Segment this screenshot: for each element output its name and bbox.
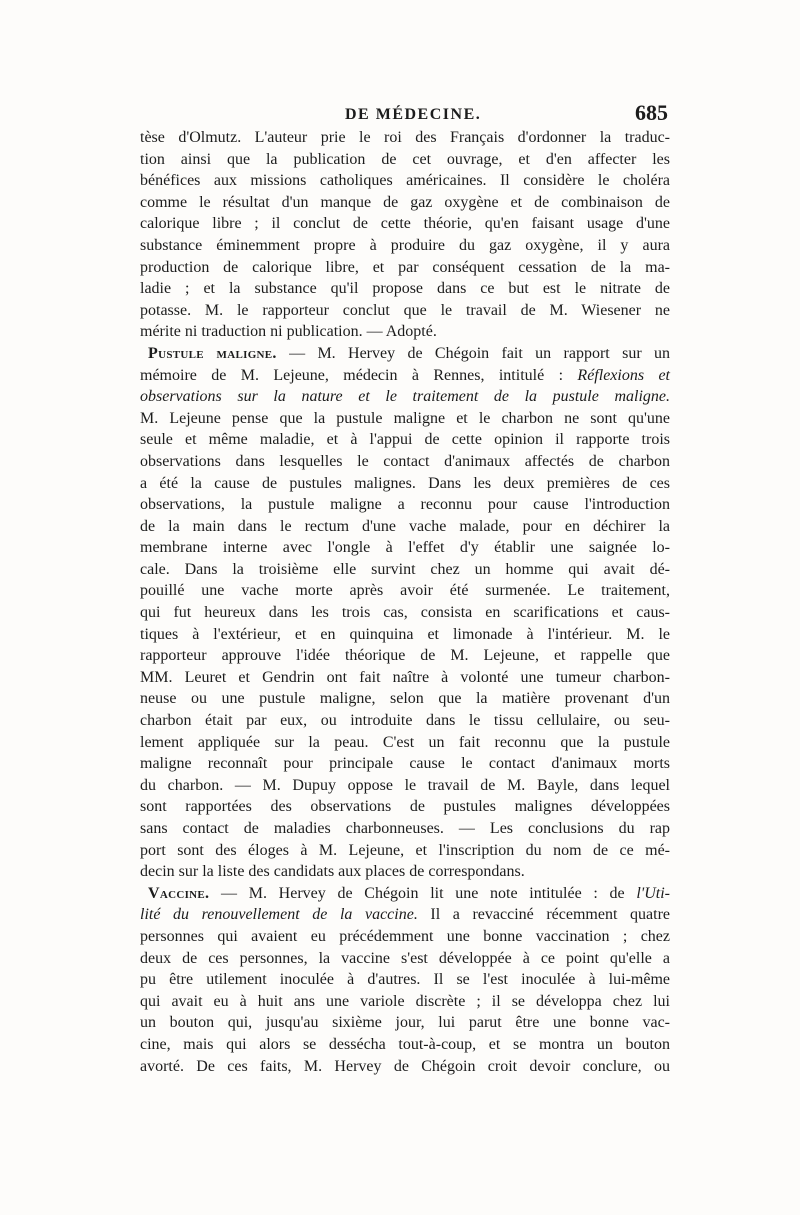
line-text: substance éminemment propre à produire du gaz oxygène, il y aura bbox=[140, 236, 670, 254]
text-line bbox=[140, 602, 670, 624]
text-line bbox=[140, 732, 670, 754]
text-line bbox=[140, 451, 670, 473]
text-line bbox=[140, 516, 670, 538]
line-text: charbon était par eux, ou introduite dans le tissu cellulaire, ou seu- bbox=[140, 712, 670, 730]
line-text: du charbon. — M. Dupuy oppose le travail de M. Bayle, dans lequel bbox=[140, 776, 670, 794]
line-text: tiques à l'extérieur, et en quinquina et limonade à l'intérieur. M. le bbox=[140, 625, 670, 643]
page-number: 685 bbox=[635, 100, 668, 125]
text-line bbox=[140, 321, 670, 343]
text-line bbox=[140, 624, 670, 646]
text-line bbox=[140, 494, 670, 516]
text-line bbox=[140, 991, 670, 1013]
text-line bbox=[140, 645, 670, 667]
text-line bbox=[140, 775, 670, 797]
section-heading: Pustule maligne. bbox=[148, 344, 277, 362]
text-line bbox=[140, 473, 670, 495]
line-text: potasse. M. le rapporteur conclut que le travail de M. Wiesener ne bbox=[140, 301, 670, 319]
italic-title: lité du renouvellement de la vaccine. bbox=[140, 906, 418, 924]
line-text: pouillé une vache morte après avoir été surmenée. Le traitement, bbox=[140, 582, 670, 600]
line-text: maligne reconnaît pour principale cause le contact d'animaux morts bbox=[140, 755, 670, 773]
text-line bbox=[140, 170, 670, 192]
text-line bbox=[140, 796, 670, 818]
text-line bbox=[140, 149, 670, 171]
line-text: observations, la pustule maligne a reconnu pour cause l'introduction bbox=[140, 496, 670, 514]
text-line bbox=[140, 257, 670, 279]
italic-title: observations sur la nature et le traitement de la pustule maligne. bbox=[140, 388, 670, 406]
text-line bbox=[140, 840, 670, 862]
line-text: ladie ; et la substance qu'il propose dans ce but est le nitrate de bbox=[140, 280, 670, 298]
running-title: DE MÉDECINE. bbox=[345, 106, 482, 123]
line-text: Il a revacciné récemment quatre bbox=[417, 906, 670, 924]
text-line bbox=[140, 343, 670, 365]
italic-title: Réflexions et bbox=[577, 366, 671, 384]
text-line bbox=[140, 926, 670, 948]
text-line bbox=[140, 580, 670, 602]
text-line bbox=[140, 300, 670, 322]
line-text: un bouton qui, jusqu'au sixième jour, lui parut être une bonne vac- bbox=[140, 1014, 670, 1032]
text-line bbox=[140, 667, 670, 689]
text-line bbox=[140, 1012, 670, 1034]
italic-title: l'Uti- bbox=[636, 884, 670, 902]
line-text: membrane interne avec l'ongle à l'effet d'y établir une saignée lo- bbox=[140, 539, 670, 557]
line-text: tèse d'Olmutz. L'auteur prie le roi des Français d'ordonner la traduc- bbox=[140, 129, 670, 146]
running-head bbox=[140, 100, 670, 130]
line-text: mérite ni traduction ni publication. — Adopté. bbox=[140, 323, 437, 341]
line-text: — M. Hervey de Chégoin lit une note intitulée : de bbox=[209, 884, 637, 902]
section-heading: Vaccine. bbox=[148, 884, 210, 902]
line-text: de la main dans le rectum d'une vache malade, pour en déchirer la bbox=[140, 517, 670, 535]
line-text: seule et même maladie, et à l'appui de cette opinion il rapporte trois bbox=[140, 431, 670, 449]
line-text: comme le résultat d'un manque de gaz oxygène et de combinaison de bbox=[140, 193, 670, 211]
text-line bbox=[140, 192, 670, 214]
text-line bbox=[140, 386, 670, 408]
text-line bbox=[140, 904, 670, 926]
line-text: avorté. De ces faits, M. Hervey de Chégoin croit devoir conclure, ou bbox=[140, 1057, 670, 1075]
line-text: qui avait eu à huit ans une variole discrète ; il se développa chez lui bbox=[140, 992, 670, 1010]
line-text: bénéfices aux missions catholiques américaines. Il considère le choléra bbox=[140, 172, 670, 190]
text-line bbox=[140, 213, 670, 235]
line-text: cine, mais qui alors se dessécha tout-à-coup, et se montra un bouton bbox=[140, 1035, 670, 1053]
text-line bbox=[140, 883, 670, 905]
line-text: calorique libre ; il conclut de cette théorie, qu'en faisant usage d'une bbox=[140, 215, 670, 233]
text-line bbox=[140, 408, 670, 430]
line-text: qui fut heureux dans les trois cas, consista en scarifications et caus- bbox=[140, 604, 670, 622]
text-line bbox=[140, 429, 670, 451]
line-text: deux de ces personnes, la vaccine s'est développée à ce point qu'elle a bbox=[140, 949, 670, 967]
line-text: MM. Leuret et Gendrin ont fait naître à volonté une tumeur charbon- bbox=[140, 668, 670, 686]
text-line bbox=[140, 948, 670, 970]
line-text: lement appliquée sur la peau. C'est un fait reconnu que la pustule bbox=[140, 733, 670, 751]
text-line bbox=[140, 861, 670, 883]
line-text: neuse ou une pustule maligne, selon que la matière provenant d'un bbox=[140, 690, 670, 708]
body-text bbox=[140, 127, 670, 1077]
text-line bbox=[140, 559, 670, 581]
text-line bbox=[140, 278, 670, 300]
text-line bbox=[140, 1034, 670, 1056]
line-text: rapporteur approuve l'idée théorique de M. Lejeune, et rappelle que bbox=[140, 647, 670, 665]
line-text: production de calorique libre, et par conséquent cessation de la ma- bbox=[140, 258, 670, 276]
line-text: tion ainsi que la publication de cet ouvrage, et d'en affecter les bbox=[140, 150, 670, 168]
line-text: mémoire de M. Lejeune, médecin à Rennes, intitulé : bbox=[140, 366, 578, 384]
text-line bbox=[140, 1056, 670, 1078]
text-line bbox=[140, 688, 670, 710]
text-line bbox=[140, 537, 670, 559]
text-line bbox=[140, 127, 670, 149]
text-line bbox=[140, 969, 670, 991]
line-text: pu être utilement inoculée à d'autres. Il se l'est inoculée à lui-même bbox=[140, 971, 670, 989]
line-text: — M. Hervey de Chégoin fait un rapport sur un bbox=[276, 344, 670, 362]
line-text: observations dans lesquelles le contact d'animaux affectés de charbon bbox=[140, 452, 670, 470]
line-text: decin sur la liste des candidats aux places de correspondans. bbox=[140, 863, 525, 881]
text-line bbox=[140, 753, 670, 775]
text-line bbox=[140, 818, 670, 840]
line-text: cale. Dans la troisième elle survint chez un homme qui avait dé- bbox=[140, 560, 670, 578]
line-text: a été la cause de pustules malignes. Dans les deux premières de ces bbox=[140, 474, 670, 492]
text-line bbox=[140, 235, 670, 257]
text-line bbox=[140, 710, 670, 732]
text-line bbox=[140, 365, 670, 387]
line-text: personnes qui avaient eu précédemment une bonne vaccination ; chez bbox=[140, 927, 670, 945]
line-text: port sont des éloges à M. Lejeune, et l'inscription du nom de ce mé- bbox=[140, 841, 670, 859]
line-text: sans contact de maladies charbonneuses. — Les conclusions du rap bbox=[140, 820, 670, 837]
line-text: sont rapportées des observations de pustules malignes développées bbox=[140, 798, 670, 816]
line-text: M. Lejeune pense que la pustule maligne et le charbon ne sont qu'une bbox=[140, 409, 670, 427]
